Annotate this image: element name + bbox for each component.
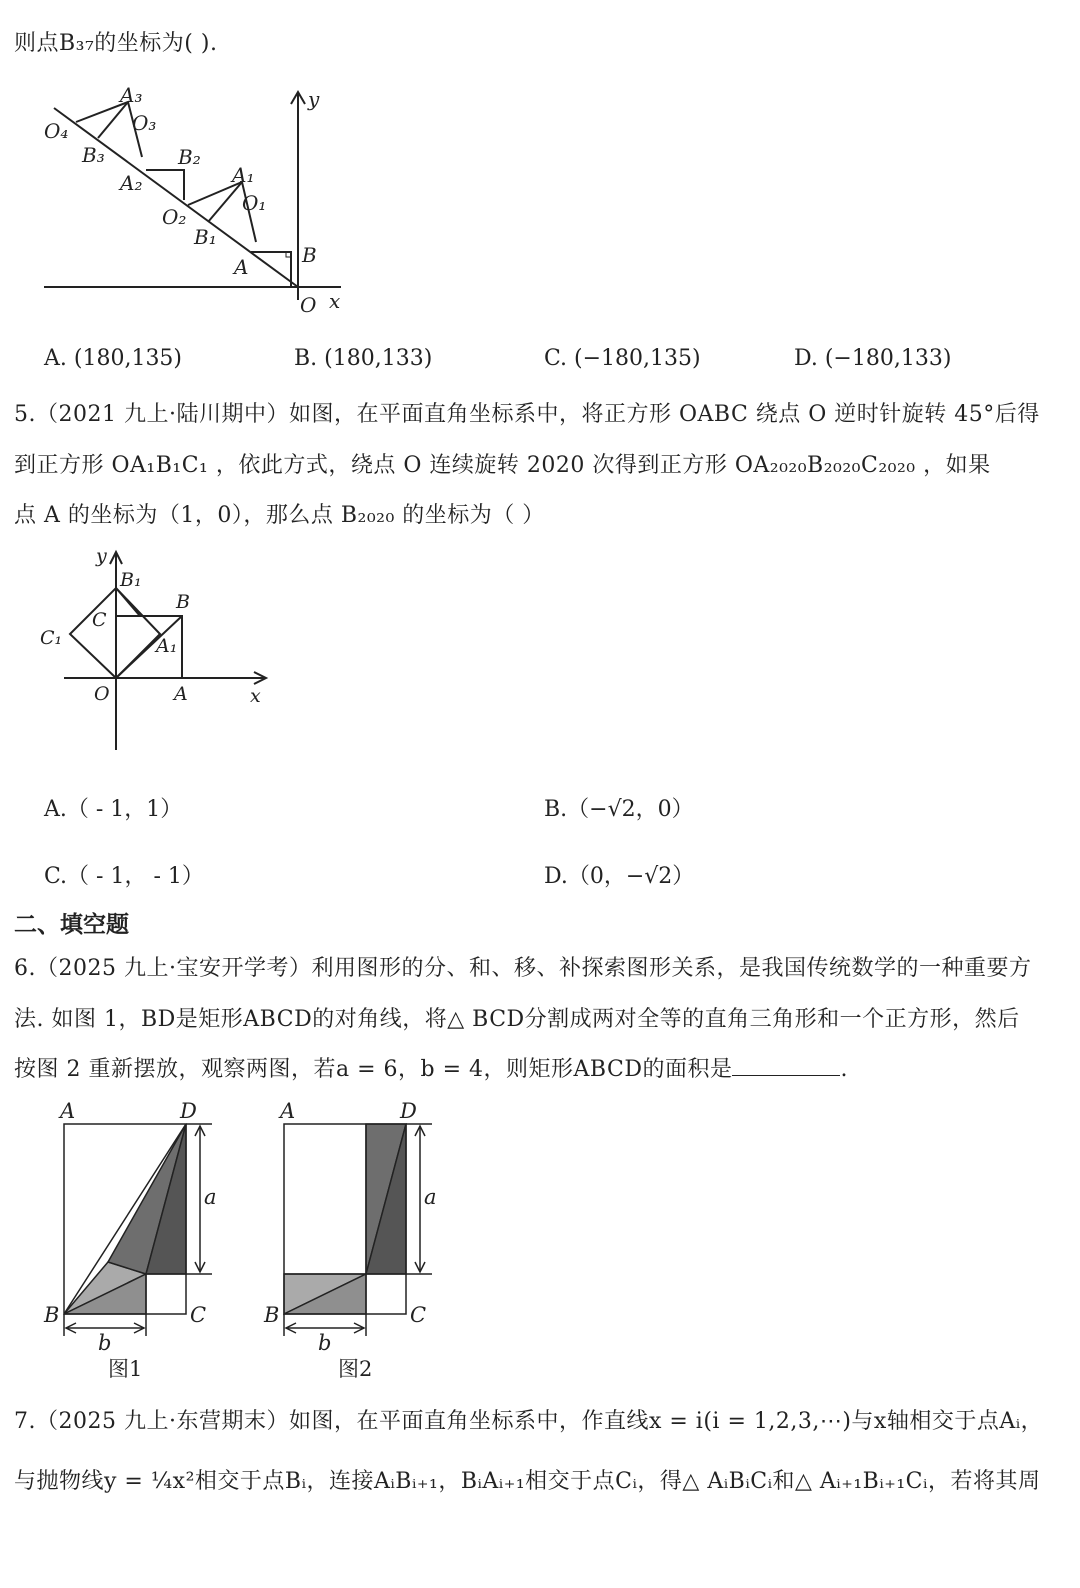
q5-line-3: 点 A 的坐标为（1，0），那么点 B₂₀₂₀ 的坐标为（ ）: [14, 503, 545, 528]
q4-label-B1: B₁: [194, 225, 217, 249]
q4-figure: [36, 82, 356, 318]
q6-f1-label-D: D: [180, 1100, 197, 1123]
q5-line-1: 5.（2021 九上·陆川期中）如图，在平面直角坐标系中，将正方形 OABC 绕点 O 逆时针旋转 45°后得: [14, 402, 1040, 427]
answer-blank[interactable]: [732, 1055, 840, 1076]
q6-f2-caption: 图2: [338, 1357, 373, 1381]
q6-f1-label-C: C: [190, 1303, 207, 1327]
q6-line-3-end: .: [840, 1057, 848, 1082]
q5-line-2: 到正方形 OA₁B₁C₁ ，依此方式，绕点 O 连续旋转 2020 次得到正方形 OA₂₀₂₀B₂₀₂₀C₂₀₂₀ ，如果: [14, 453, 991, 478]
q7-line-1: 7.（2025 九上·东营期末）如图，在平面直角坐标系中，作直线x = i(i = 1,2,3,⋯)与x轴相交于点Aᵢ，: [14, 1409, 1044, 1434]
q5-figure: [34, 544, 274, 756]
q4-label-B3: B₃: [82, 143, 105, 167]
q4-option-c[interactable]: C. (−180,135): [544, 346, 701, 371]
q7-line-2: 与抛物线y = ¼x²相交于点Bᵢ，连接AᵢBᵢ₊₁，BᵢAᵢ₊₁相交于点Cᵢ，得△ AᵢBᵢCᵢ和△ Aᵢ₊₁Bᵢ₊₁Cᵢ，若将其周: [14, 1469, 1041, 1494]
q6-f2-label-B: B: [264, 1303, 280, 1327]
q6-f1-label-a: a: [204, 1185, 217, 1209]
q5-option-c[interactable]: C.（ - 1， - 1）: [44, 864, 204, 889]
q6-f2-label-A: A: [280, 1100, 296, 1123]
q6-f2-label-D: D: [400, 1100, 417, 1123]
q6-line-2: 法. 如图 1，BD是矩形ABCD的对角线，将△ BCD分割成两对全等的直角三角形和一个正方形，然后: [14, 1007, 1020, 1032]
q4-label-O: O: [300, 293, 317, 317]
q5-label-y: y: [96, 545, 107, 567]
q6-line-1: 6.（2025 九上·宝安开学考）利用图形的分、和、移、补探索图形关系，是我国传统数学的一种重要方: [14, 956, 1032, 981]
q4-label-O3: O₃: [132, 111, 157, 135]
q5-option-d[interactable]: D.（0，−√2）: [544, 864, 695, 889]
q4-label-x: x: [329, 289, 341, 313]
q6-f1-caption: 图1: [108, 1357, 143, 1381]
section-title: 二、填空题: [14, 911, 129, 938]
q6-f2-label-b: b: [318, 1331, 332, 1355]
q5-label-A: A: [174, 683, 188, 705]
q4-label-O2: O₂: [162, 205, 187, 229]
q5-label-C1: C₁: [40, 627, 63, 649]
q4-option-a[interactable]: A. (180,135): [44, 346, 183, 371]
q4-stem: 则点B₃₇的坐标为( ).: [14, 31, 218, 56]
q4-label-A1: A₁: [232, 163, 255, 187]
q4-label-B2: B₂: [178, 145, 201, 169]
q4-label-B: B: [302, 243, 317, 267]
q6-f1-label-b: b: [98, 1331, 112, 1355]
q6-f2-label-C: C: [410, 1303, 427, 1327]
q6-figure-1: [40, 1100, 240, 1390]
q5-label-C: C: [92, 609, 107, 631]
q4-label-O1: O₁: [242, 191, 267, 215]
q4-option-d[interactable]: D. (−180,133): [794, 346, 952, 371]
q5-label-x: x: [250, 685, 261, 707]
q4-label-A: A: [234, 255, 249, 279]
q6-line-3-text: 按图 2 重新摆放，观察两图，若a = 6，b = 4，则矩形ABCD的面积是: [14, 1057, 733, 1082]
q4-label-y: y: [308, 87, 320, 111]
q6-f1-label-B: B: [44, 1303, 60, 1327]
q5-option-b[interactable]: B.（−√2，0）: [544, 797, 694, 822]
q5-label-B: B: [176, 591, 190, 613]
q5-label-A1: A₁: [156, 635, 178, 657]
q4-label-O4: O₄: [44, 119, 69, 143]
q5-label-O: O: [94, 683, 110, 705]
q6-f1-label-A: A: [60, 1100, 76, 1123]
q4-label-A2: A₂: [120, 171, 143, 195]
q6-line-3: [14, 1052, 848, 1083]
q6-f2-label-a: a: [424, 1185, 437, 1209]
q4-option-b[interactable]: B. (180,133): [294, 346, 433, 371]
q6-figure-2: [260, 1100, 460, 1390]
q5-option-a[interactable]: A.（ - 1，1）: [44, 797, 183, 822]
q5-label-B1: B₁: [120, 569, 142, 591]
q4-label-A3: A₃: [120, 83, 143, 107]
